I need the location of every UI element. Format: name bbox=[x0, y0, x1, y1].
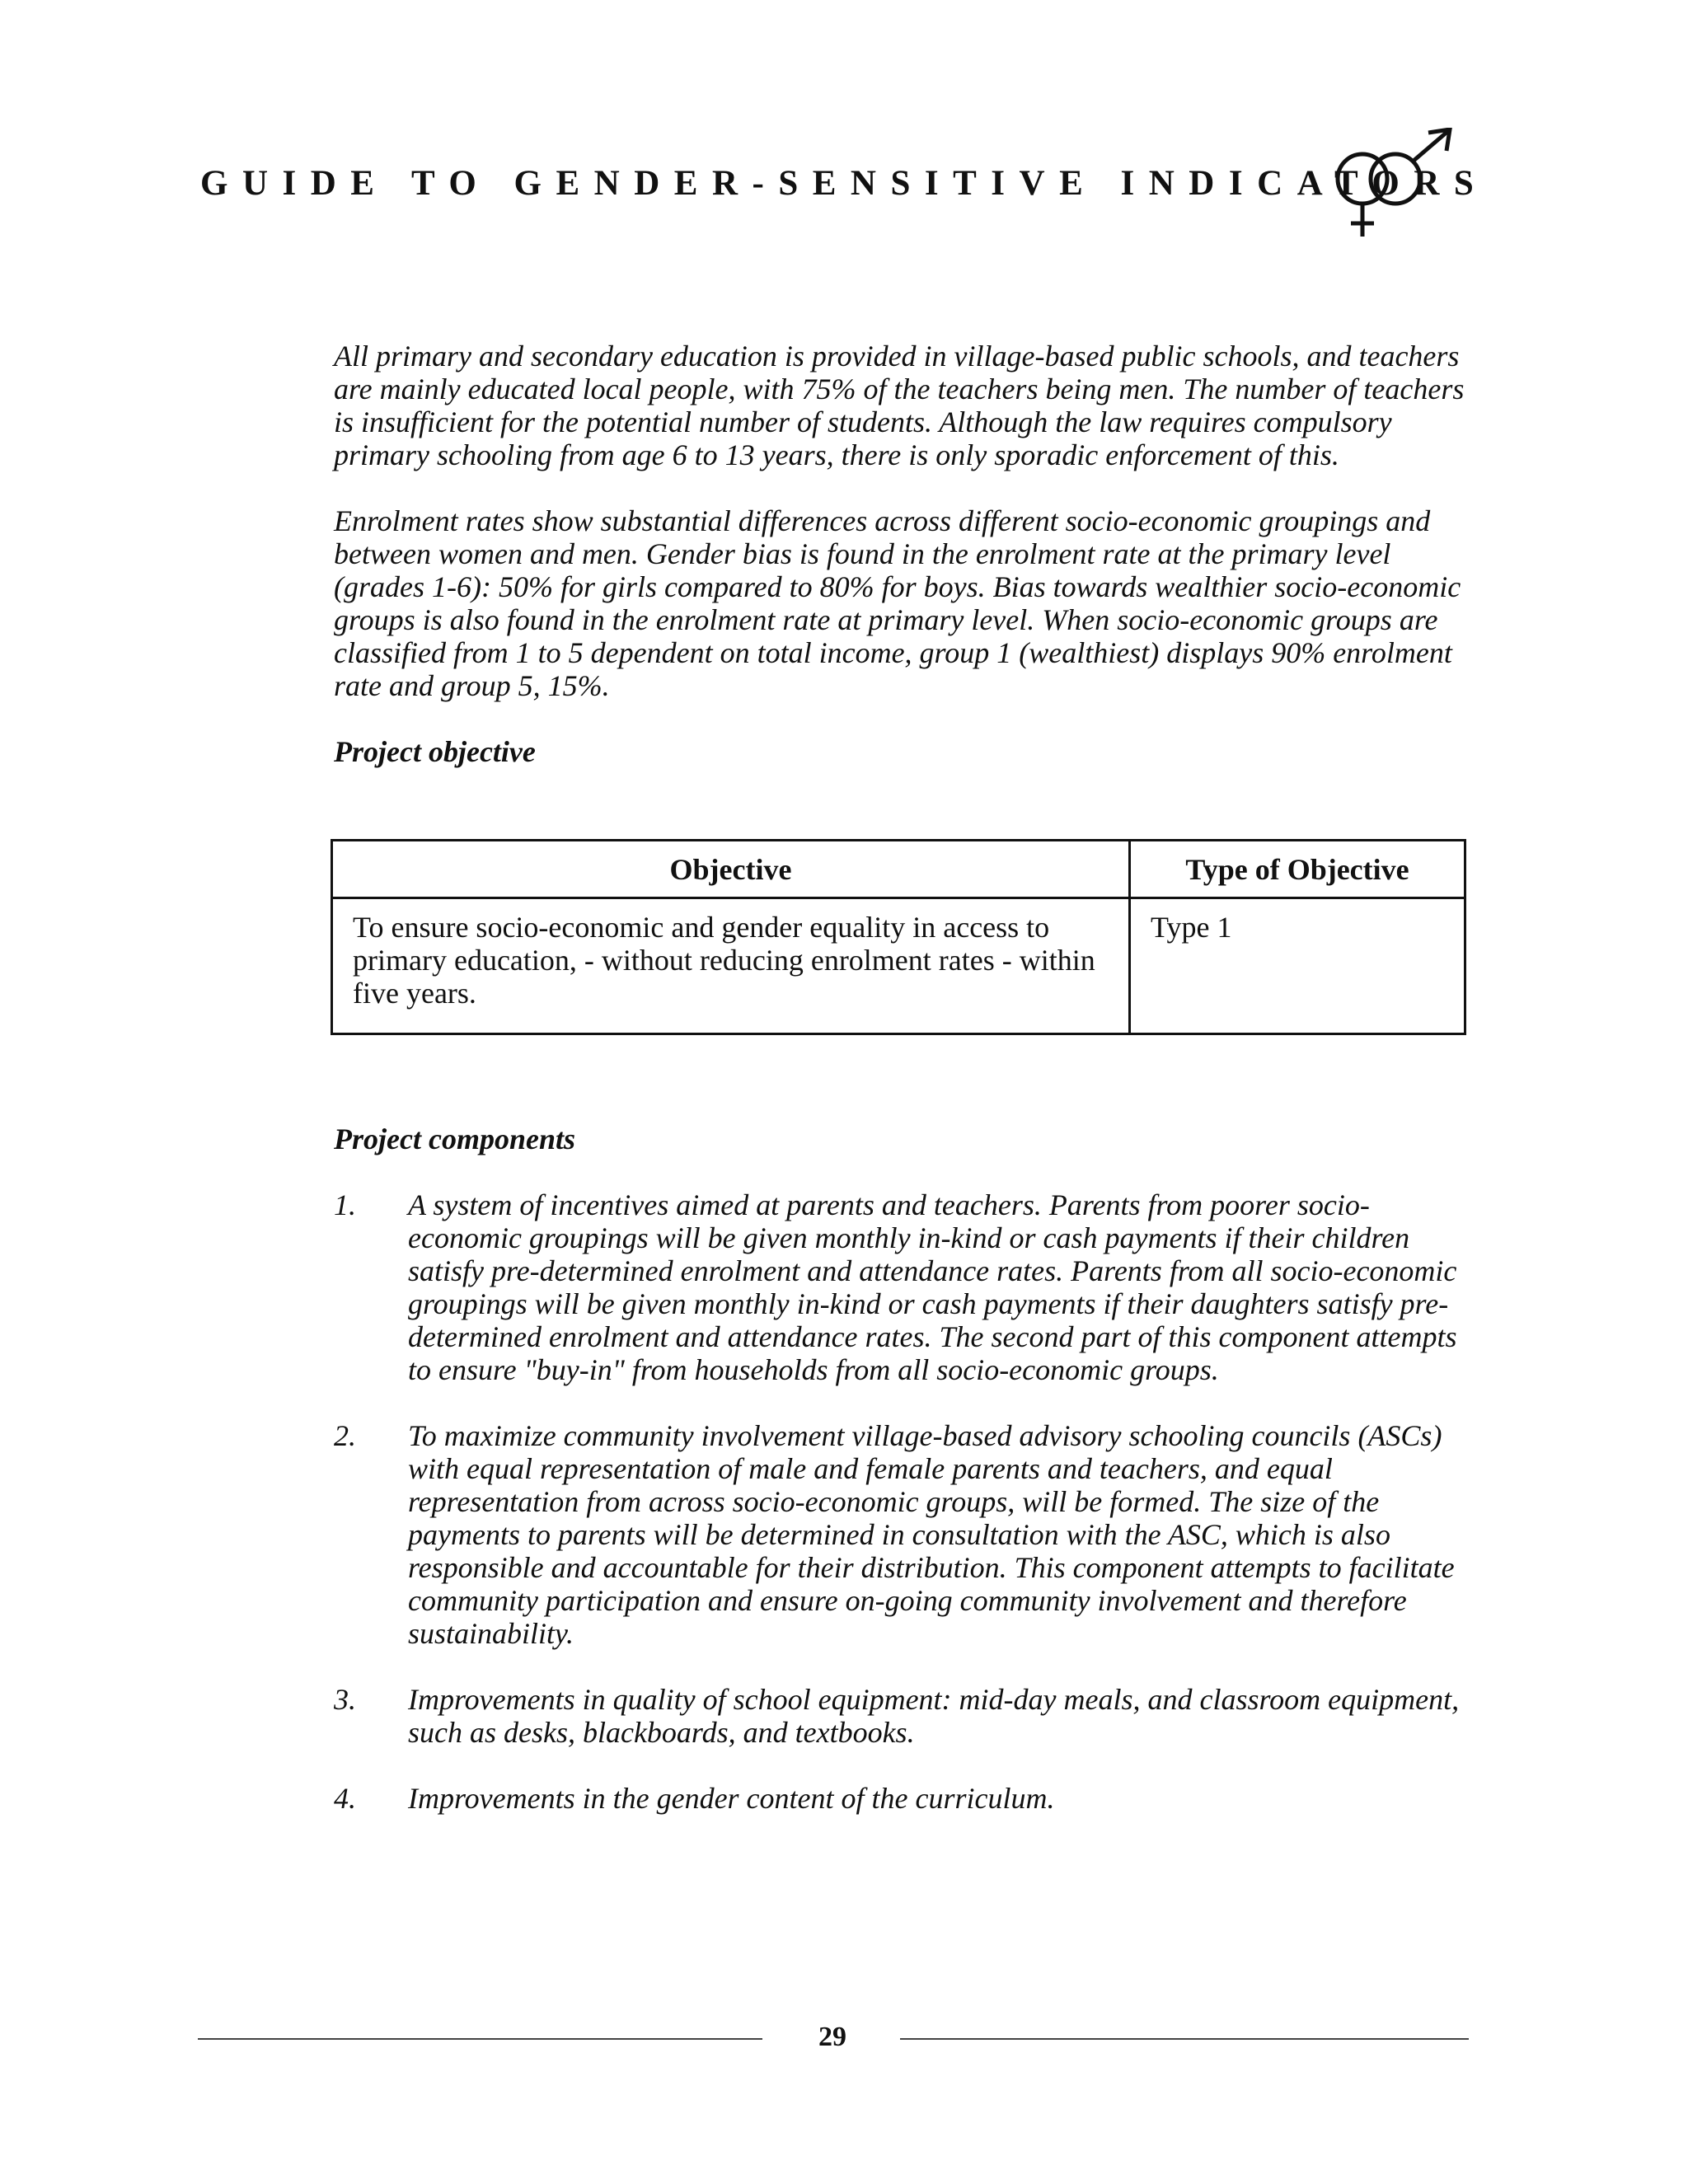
gender-symbol-icon bbox=[1331, 128, 1475, 239]
page-number: 29 bbox=[818, 2022, 846, 2052]
objective-type-cell: Type 1 bbox=[1130, 898, 1465, 1034]
table-header-row bbox=[332, 841, 1465, 898]
intro-section bbox=[334, 340, 1471, 768]
table-header-objective: Objective bbox=[332, 841, 1130, 898]
project-objective-heading: Project objective bbox=[334, 735, 536, 768]
objective-cell: To ensure socio-economic and gender equality in access to primary education, - without reducing enrolment rates - within five years. bbox=[332, 898, 1130, 1034]
list-item-number: 2. bbox=[334, 1419, 356, 1452]
running-header-title: GUIDE TO GENDER-SENSITIVE INDICATORS bbox=[200, 164, 1489, 203]
enrolment-paragraph: Enrolment rates show substantial differences across different socio-economic groupings and between women and men. Gender bias is found in the enrolment rate at the primary level (grades 1-6): 50% for girls compared to 80% for boys. Bias towards wealthier socio-economic groups is also found in the enrolment rate at primary level. When socio-economic groups are classified from 1 to 5 dependent on total income, group 1 (wealthiest) displays 90% enrolment rate and group 5, 15%. bbox=[334, 504, 1461, 702]
objective-table bbox=[331, 839, 1466, 1035]
list-item bbox=[334, 1782, 1471, 1815]
list-item-text: Improvements in quality of school equipment: mid-day meals, and classroom equipment, such as desks, blackboards, and textbooks. bbox=[408, 1683, 1460, 1749]
components-list bbox=[334, 1188, 1471, 1848]
intro-paragraph: All primary and secondary education is provided in village-based public schools, and teachers are mainly educated local people, with 75% of the teachers being men. The number of teachers is insufficient for the potential number of students. Although the law requires compulsory primary schooling from age 6 to 13 years, there is only sporadic enforcement of this. bbox=[334, 340, 1465, 471]
table-row bbox=[332, 898, 1465, 1034]
table-header-type: Type of Objective bbox=[1130, 841, 1465, 898]
list-item-text: Improvements in the gender content of the curriculum. bbox=[408, 1782, 1055, 1815]
footer-rule-right bbox=[900, 2038, 1469, 2040]
list-item-number: 4. bbox=[334, 1782, 356, 1815]
list-item-number: 1. bbox=[334, 1188, 356, 1221]
footer-rule-left bbox=[198, 2038, 762, 2040]
list-item-text: To maximize community involvement village-based advisory schooling councils (ASCs) with equal representation of male and female parents and teachers, and equal representation from across socio-economic groups, will be formed. The size of the payments to parents will be determined in consultation with the ASC, which is also responsible and accountable for their distribution. This component attempts to facilitate community participation and ensure on-going community involvement and therefore sustainability. bbox=[408, 1419, 1455, 1650]
list-item bbox=[334, 1419, 1471, 1650]
list-item-number: 3. bbox=[334, 1683, 356, 1716]
list-item bbox=[334, 1683, 1471, 1749]
project-components-heading: Project components bbox=[334, 1122, 575, 1155]
list-item bbox=[334, 1188, 1471, 1386]
list-item-text: A system of incentives aimed at parents and teachers. Parents from poorer socio-economic groupings will be given monthly in-kind or cash payments if their children satisfy pre-determined enrolment and attendance rates. Parents from all socio-economic groupings will be given monthly in-kind or cash payments if their daughters satisfy pre-determined enrolment and attendance rates. The second part of this component attempts to ensure "buy-in" from households from all socio-economic groups. bbox=[408, 1188, 1457, 1386]
